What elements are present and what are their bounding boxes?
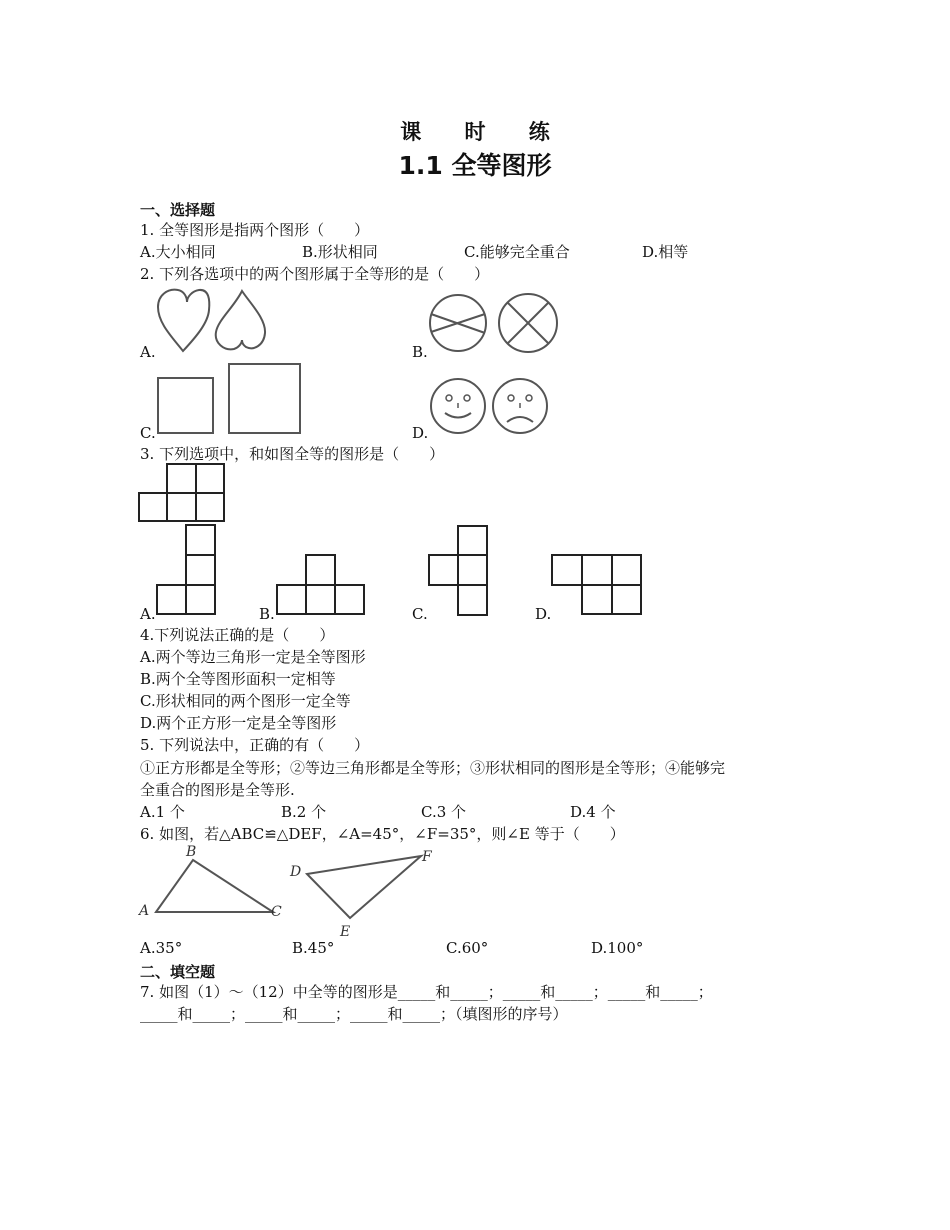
vertex-label-b: B	[186, 844, 197, 860]
vertex-label-a: A	[139, 903, 150, 919]
q5-statements-line1: ①正方形都是全等形；②等边三角形都是全等形；③形状相同的图形是全等形；④能够完	[140, 759, 726, 777]
q7-line2: _____和_____；_____和_____；_____和_____；（填图形的序号）	[140, 1005, 568, 1023]
worksheet-header: 课 时 练	[400, 119, 568, 144]
q3-label-b: B.	[259, 605, 275, 623]
q6-triangle-abc	[138, 843, 298, 923]
q5-stem: 5. 下列说法中，正确的有（ ）	[140, 736, 370, 754]
q5-option-c: C.3 个	[421, 803, 467, 821]
q2-label-c: C.	[140, 424, 156, 442]
q1-stem: 1. 全等图形是指两个图形（ ）	[140, 221, 370, 239]
worksheet-title: 1.1 全等图形	[398, 151, 552, 180]
q2-label-d: D.	[412, 424, 429, 442]
q3-option-d-figure	[551, 553, 645, 618]
q6-triangle-def	[288, 845, 448, 940]
q6-option-c: C.60°	[446, 939, 489, 957]
q5-option-a: A.1 个	[140, 803, 185, 821]
q2-stem: 2. 下列各选项中的两个图形属于全等形的是（ ）	[140, 265, 490, 283]
section-fill-heading: 二、填空题	[140, 963, 216, 981]
q1-option-a: A.大小相同	[140, 243, 216, 261]
q1-option-b: B.形状相同	[302, 243, 378, 261]
section-choice-heading: 一、选择题	[140, 201, 216, 219]
q3-label-d: D.	[535, 605, 552, 623]
square-icon-c1	[158, 378, 213, 433]
q6-option-a: A.35°	[140, 939, 183, 957]
square-icon-c2	[229, 364, 300, 433]
vertex-label-d: D	[290, 864, 302, 880]
q3-option-c-figure	[427, 524, 492, 618]
q7-line1: 7. 如图（1）～（12）中全等的图形是_____和_____；_____和_____；_____和_____；	[140, 983, 713, 1001]
smiley-face-icon	[431, 379, 485, 433]
q3-option-a-figure	[155, 523, 220, 618]
q2-hearts-figure	[150, 285, 275, 360]
q3-reference-figure	[138, 462, 230, 524]
q2-label-b: B.	[412, 343, 428, 361]
vertex-label-e: E	[340, 924, 351, 940]
q2-crossed-circles-figure	[428, 292, 563, 358]
vertex-label-c: C	[271, 904, 282, 920]
q2-faces-figure	[428, 376, 553, 438]
q4-option-d: D.两个正方形一定是全等图形	[140, 714, 337, 732]
q3-option-b-figure	[276, 552, 368, 618]
q2-squares-figure	[155, 362, 305, 437]
q3-label-a: A.	[140, 605, 156, 623]
q6-option-d: D.100°	[591, 939, 644, 957]
q1-option-d: D.相等	[642, 243, 689, 261]
q2-label-a: A.	[140, 343, 156, 361]
q4-option-a: A.两个等边三角形一定是全等图形	[140, 648, 366, 666]
q4-option-c: C.形状相同的两个图形一定全等	[140, 692, 351, 710]
q3-label-c: C.	[412, 605, 428, 623]
q5-option-d: D.4 个	[570, 803, 616, 821]
q6-option-b: B.45°	[292, 939, 335, 957]
q1-option-c: C.能够完全重合	[464, 243, 570, 261]
vertex-label-f: F	[422, 849, 432, 865]
q5-option-b: B.2 个	[281, 803, 327, 821]
q3-stem: 3. 下列选项中，和如图全等的图形是（ ）	[140, 445, 445, 463]
heart-icon-a1	[158, 290, 209, 351]
q4-option-b: B.两个全等图形面积一定相等	[140, 670, 336, 688]
heart-icon-a2	[216, 291, 265, 349]
q6-stem: 6. 如图，若△ABC≌△DEF，∠A=45°，∠F=35°，则∠E 等于（ ）	[140, 825, 625, 843]
q4-stem: 4.下列说法正确的是（ ）	[140, 626, 335, 644]
sad-face-icon	[493, 379, 547, 433]
q5-statements-line2: 全重合的图形是全等形.	[140, 781, 295, 799]
